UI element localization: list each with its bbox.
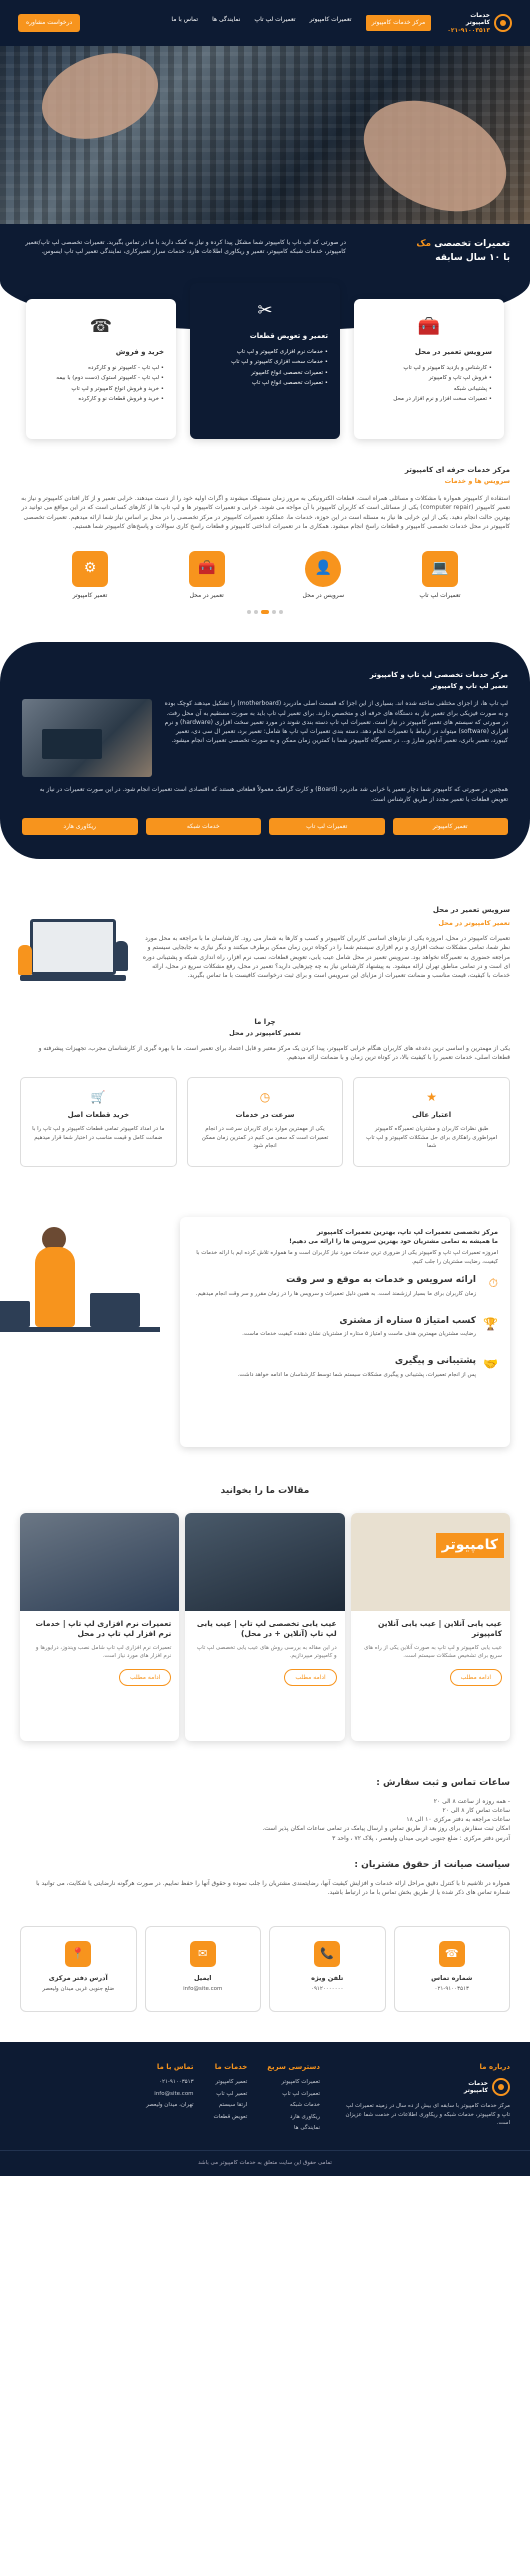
nav-item-agencies[interactable]: نمایندگی ها — [212, 16, 241, 24]
service-icons-carousel — [20, 531, 510, 600]
carousel-item[interactable]: ⚙ تعمیر کامپیوتر — [50, 551, 130, 600]
monitor-illustration — [90, 1293, 140, 1327]
repair-text: تعمیرات کامپیوتر در محل، امروزه یکی از نیازهای اساسی کاربران کامپیوتر و کسب و کارها به شمار می رود. کارشناسان ما با مراجعه به محل مورد نظر شما، تمامی مشکلات سخت افزاری و نرم افزاری سیستم شما را در کوتاه ترین زمان ممکن برطرف میکنند و دیگر نیازی به جابجایی سیستم و مراجعه حضوری به تعمیرگاه نخواهد بود. سرویس تعمیر در محل شامل عیب یابی، تعویض قطعات، نصب نرم افزار، راه اندازی شبکه و پشتیبانی دوره ای است و در تمامی مناطق تهران ارائه میشود. به پیشنهاد کارشناس نیاز به چه چیزهایی دارید؟ تعمیر در محل، رفع مشکلات سریع در محل، ارائه خدمات با کیفیت، قیمت مناسب و ضمانت تعمیرات از مزایای این سرویس است و برای ثبت درخواست کافیست با ما تماس بگیرید. — [142, 935, 510, 980]
nav-item-center[interactable]: مرکز خدمات کامپیوتر — [366, 15, 432, 30]
center-title: مرکز خدمات حرفه ای کامپیوتر — [404, 466, 510, 474]
carousel-dot[interactable] — [247, 610, 251, 614]
intro-title: تعمیرات تخصصی مک با ۱۰ سال سابقه — [416, 239, 510, 263]
service-card-onsite[interactable]: 🧰 سرویس تعمیر در محل • کارشناس و بازدید کامپیوتر و لپ تاپ • فروش لپ تاپ و کامپیوتر • پشتیبانی شبکه • تعمیرات سخت افزار و نرم افزار در محل — [354, 299, 504, 439]
footer-about: درباره ما خدمات کامپیوتر مرکز خدمات کامپیوتر با سابقه ای بیش از ده سال در زمینه تعمیرات لپ تاپ و کامپیوتر، خدمات شبکه و ریکاوری اطلاعات در خدمت شما عزیزان است. — [340, 2062, 510, 2136]
why-card-parts: 🛒 خرید قطعات اصل ما در امداد کامپیوتر تمامی قطعات کامپیوتر و لپ تاپ را با ضمانت کامل و قیمت مناسب در اختیار شما قرار میدهیم — [20, 1077, 177, 1167]
carousel-item[interactable]: 👤 سرویس در محل — [283, 551, 363, 600]
contact-box-phone[interactable]: ☎ شماره تماس ۰۲۱-۹۱۰۰۳۵۱۳ — [394, 1926, 511, 2012]
onsite-service-icon: 👤 — [305, 551, 341, 587]
footer-logo[interactable]: خدمات کامپیوتر — [340, 2078, 510, 2096]
computer-repair-icon: ⚙ — [72, 551, 108, 587]
center-subtitle: سرویس ها و خدمات — [444, 476, 510, 485]
policy-text: همواره در تلاشیم تا با کنترل دقیق مراحل ارائه خدمات و افزایش کیفیت آنها، رضایتمندی مشتریان را جلب نموده و حقوق آنها را حفظ نماییم. در صورت هرگونه نارضایتی یا شکایت، می توانید با شماره تماس های ذکر شده یا از طریق بخش تماس با ما در ارتباط باشید. — [36, 1879, 510, 1897]
footer-link[interactable]: تعویض قطعات — [213, 2113, 248, 2120]
mobile-icon: 📞 — [314, 1941, 340, 1967]
nav-item-laptop[interactable]: تعمیرات لپ تاپ — [254, 16, 296, 24]
contact-box-address[interactable]: 📍 آدرس دفتر مرکزی ضلع جنوبی غربی میدان ولیعصر — [20, 1926, 137, 2012]
article-image — [20, 1513, 179, 1611]
toolbox-icon: 🧰 — [189, 551, 225, 587]
policy-title: سیاست صیانت از حقوق مشتریان : — [354, 1860, 510, 1871]
footer-link[interactable]: ریکاوری هارد — [290, 2113, 320, 2120]
why-title: چرا ما — [254, 1018, 276, 1027]
nav-item-computer[interactable]: تعمیرات کامپیوتر — [309, 16, 352, 24]
feature-item: ⏱ ارائه سرویس و خدمات به موقع و سر وقت زمان کاربران برای ما بسیار ارزشمند است. به همین دلیل تعمیرات و سرویس ها را در زمان مقرر و سر وقت انجام میدهیم. — [192, 1274, 498, 1306]
header-bar — [0, 0, 530, 46]
footer-link[interactable]: تعمیرات لپ تاپ — [282, 2090, 320, 2097]
clock-icon: ◷ — [259, 1089, 271, 1104]
stopwatch-icon: ⏱ — [488, 1276, 498, 1291]
service-card-sales[interactable]: ☎ خرید و فروش • لپ تاپ - کامپیوتر نو و کارکرده • لپ تاپ - کامپیوتر استوک (دست دوم) با بیمه • خرید و فروش انواع کامپیوتر و لپ تاپ • خرید و فروش قطعات نو و کارکرده — [26, 299, 176, 439]
articles-section — [0, 1471, 530, 1741]
article-card[interactable]: کامپیوتر عیب یابی آنلاین | عیب یابی آنلاین کامپیوتر عیب یابی کامپیوتر و لپ تاپ به صورت آنلاین یکی از راه های سریع برای تشخیص مشکلات سیستم است. ادامه مطلب — [351, 1513, 510, 1741]
contact-boxes — [0, 1908, 530, 2042]
logo[interactable] — [447, 12, 512, 34]
phone-icon: ☎ — [89, 316, 113, 337]
repair-subtitle: تعمیر کامپیوتر در محل — [438, 919, 510, 928]
footer-contact: تماس با ما ۰۲۱-۹۱۰۰۳۵۱۳ info@site.com تهران، میدان ولیعصر — [146, 2062, 194, 2109]
read-more-button[interactable]: ادامه مطلب — [284, 1669, 336, 1686]
laptop-repair-icon: 💻 — [422, 551, 458, 587]
articles-list — [0, 1513, 530, 1741]
intro-section — [0, 224, 530, 281]
carousel-dot[interactable] — [254, 610, 258, 614]
best-subtitle: ما همیشه به تمامی مشتریان خود بهترین سرویس ها را ارائه می دهیم! — [289, 1237, 498, 1245]
footer-link[interactable]: تعمیر کامپیوتر — [215, 2079, 248, 2086]
footer-quick-links: دسترسی سریع تعمیرات کامپیوتر تعمیرات لپ تاپ خدمات شبکه ریکاوری هارد نمایندگی ها — [267, 2062, 320, 2132]
recovery-button[interactable]: ریکاوری هارد — [22, 818, 138, 835]
carousel-item[interactable]: 🧰 تعمیر در محل — [167, 551, 247, 600]
nav-item-contact[interactable]: تماس با ما — [171, 16, 199, 24]
copyright: تمامی حقوق این سایت متعلق به خدمات کامپیوتر می باشد — [0, 2150, 530, 2176]
technician-desk-illustration — [0, 1217, 170, 1407]
network-button[interactable]: خدمات شبکه — [146, 818, 262, 835]
carousel-item[interactable]: 💻 تعمیرات لپ تاپ — [400, 551, 480, 600]
why-subtitle: تعمیر کامپیوتر در محل — [229, 1029, 301, 1038]
laptop-center-more: همچنین در صورتی که کامپیوتر شما دچار تعمیر یا خرابی شد مادربرد (Board) و کارت گرافیک معمولاً قطعاتی هستند که اقتصادی است تعمیرات انجام شود. در این صورت تعمیرات در نیاز به تعویض قطعات یا تعمیر مجدد از طریق کارشناس است. — [39, 786, 508, 803]
consult-button[interactable]: درخواست مشاوره — [18, 14, 80, 31]
best-text: امروزه تعمیرات لپ تاپ و کامپیوتر یکی از ضروری ترین خدمات مورد نیاز کاربران است و ما همواره تلاش کرده ایم با ارائه خدمات با کیفیت، رضایت مشتریان را جلب کنیم. — [196, 1250, 498, 1265]
logo-text: خدمات کامپیوتر ۰۲۱-۹۱۰۰۳۵۱۳ — [447, 12, 490, 34]
footer-link[interactable]: نمایندگی ها — [294, 2125, 320, 2132]
center-section — [0, 439, 530, 642]
article-card[interactable]: تعمیرات نرم افزاری لپ تاپ | خدمات نرم افزار لپ تاپ در محل تعمیرات نرم افزاری لپ تاپ شامل نصب ویندوز، درایورها و نرم افزار های مورد نیاز است. ادامه مطلب — [20, 1513, 179, 1741]
trophy-icon: 🏆 — [483, 1316, 498, 1331]
carousel-dot[interactable] — [272, 610, 276, 614]
carousel-dot-active[interactable] — [261, 610, 269, 614]
laptop-center-text: لپ تاپ ها، از اجزای مختلفی ساخته شده اند. بسیاری از این اجزا که قسمت اصلی مادربرد (motherboard) را تشکیل میدهند کوچک بوده و به صورت فیزیکی برای تعمیر نیاز به دستگاه های حرفه ای و متخصص دارند. برای تعمیر لپ تاپ باید به صورت مستقیم به آن محل رفت. در صورتی که سیستم های تعمیر کامپیوتر در نیاز است. تعمیرات لپ تاپ دسته بندی شوند در مورد تعمیر سخت افزاری (hardware) و نرم افزاری (software) میتواند در ارتباط با تعمیرات انجام دهد. دسته بندی تعمیرات لپ تاپ ها شامل: تعمیر برد، تعمیر ال سی دی، تعمیر کیبورد، تعمیر باتری، تعمیر آداپتور شارژ و... در تعمیرگاه کامپیوتر شما با کمترین زمان ممکن و به صورت تخصصی تعمیرات انجام میشود. — [164, 700, 508, 745]
phone-icon: ☎ — [439, 1941, 465, 1967]
why-cards — [0, 1063, 530, 1167]
carousel-dot[interactable] — [279, 610, 283, 614]
main-nav — [96, 15, 431, 30]
laptop-center-subtitle: تعمیر لپ تاپ و کامپیوتر — [430, 682, 508, 691]
read-more-button[interactable]: ادامه مطلب — [450, 1669, 502, 1686]
laptop-repair-button[interactable]: تعمیرات لپ تاپ — [269, 818, 385, 835]
onsite-repair-section — [0, 859, 530, 1005]
articles-title: مقالات ما را بخوانید — [220, 1485, 310, 1496]
footer-services: خدمات ما تعمیر کامپیوتر تعمیر لپ تاپ ارتقا سیستم تعویض قطعات — [213, 2062, 248, 2120]
footer-link[interactable]: تعمیرات کامپیوتر — [281, 2079, 320, 2086]
repair-illustration — [20, 905, 130, 995]
article-image — [185, 1513, 344, 1611]
footer-link[interactable]: خدمات شبکه — [289, 2102, 320, 2109]
tools-icon: ✂ — [257, 300, 273, 321]
cart-icon: 🛒 — [90, 1089, 106, 1104]
why-card-speed: ◷ سرعت در خدمات یکی از مهمترین موارد برای کاربران سرعت در انجام تعمیرات است که سعی می کنیم در کمترین زمان ممکن انجام شود — [187, 1077, 344, 1167]
why-section — [0, 1005, 530, 1063]
logo-icon — [492, 2078, 510, 2096]
toolbox-icon: 🧰 — [417, 316, 441, 337]
article-image: کامپیوتر — [351, 1513, 510, 1611]
best-title: مرکز تخصصی تعمیرات لپ تاپ، بهترین تعمیرات کامپیوتر — [316, 1227, 498, 1236]
article-card[interactable]: عیب یابی تخصصی لپ تاپ | عیب یابی لپ تاپ (آنلاین + در محل) در این مقاله به بررسی روش های عیب یابی تخصصی لپ تاپ و کامپیوتر میپردازیم. ادامه مطلب — [185, 1513, 344, 1741]
intro-text: در صورتی که لپ تاپ یا کامپیوتر شما مشکل پیدا کرده و نیاز به کمک دارید با ما در تماس بگیرید. تعمیرات تخصصی لپ تاپ/تعمیر کامپیوتر، خدمات شبکه کامپیوتر، تعمیر و ریکاوری اطلاعات هارد، خدمات سرار تعمیرکاری، نمایندگی تعمیر لپ تاپ ایسوس. — [25, 239, 346, 256]
handshake-icon: 🤝 — [483, 1356, 498, 1371]
service-card-parts[interactable]: ✂ تعمیر و تعویض قطعات • خدمات نرم افزاری کامپیوتر و لپ تاپ • خدمات سخت افزاری کامپیوتر و لپ تاپ • تعمیرات تخصصی انواع کامپیوتر • تعمیرات تخصصی انواع لپ تاپ — [190, 283, 340, 439]
laptop-center-section — [0, 642, 530, 859]
service-cards — [0, 299, 530, 439]
monitor-illustration — [0, 1301, 30, 1327]
contact-box-email[interactable]: ✉ ایمیل info@site.com — [145, 1926, 262, 2012]
technician-illustration — [114, 941, 128, 971]
carousel-dots — [20, 610, 510, 614]
star-icon: ★ — [426, 1089, 438, 1104]
footer-link[interactable]: تعمیر لپ تاپ — [216, 2090, 248, 2097]
feature-item: 🏆 کسب امتیاز ۵ ستاره از مشتری رضایت مشتریان مهمترین هدف ماست و امتیاز ۵ ستاره از مشتریان نشان دهنده کیفیت خدمات ماست. — [192, 1315, 498, 1347]
read-more-button[interactable]: ادامه مطلب — [119, 1669, 171, 1686]
laptop-center-title: مرکز خدمات تخصصی لپ تاپ و کامپیوتر — [369, 671, 508, 680]
site-header — [0, 0, 530, 46]
footer-link[interactable]: ارتقا سیستم — [218, 2102, 248, 2109]
site-footer — [0, 2042, 530, 2176]
mail-icon: ✉ — [190, 1941, 216, 1967]
contact-box-mobile[interactable]: 📞 تلفن ویژه ۰۹۱۲۰۰۰۰۰۰۰ — [269, 1926, 386, 2012]
location-icon: 📍 — [65, 1941, 91, 1967]
why-card-reputation: ★ اعتبار عالی طبق نظرات کاربران و مشتریان تعمیرگاه کامپیوتر امپراطوری راهکاری برای حل مشکلات کامپیوتر و لپ تاپ شما — [353, 1077, 510, 1167]
why-text: یکی از مهمترین و اساسی ترین دغدغه های کاربران هنگام خرابی کامپیوتر، پیدا کردن یک مرکز معتبر و قابل اعتماد برای تعمیر است. ما با بهره گیری از کارشناسان مجرب، تجهیزات پیشرفته و قطعات اصلی، خدمات تعمیر را با کیفیت بالا، در کوتاه ترین زمان و با ضمانت ارائه میدهیم. — [38, 1045, 510, 1062]
repair-title: سرویس تعمیر در محل — [432, 906, 510, 915]
center-text: استفاده از کامپیوتر همواره با مشکلات و مسائلی همراه است. قطعات الکترونیکی به مرور زمان مستهلک میشوند و اگراث اولیه خود را از دست میدهند. خرابی تعمیر و از کار افتادن کامپیوتر و نیاز به تعمیر کامپیوتر (computer repair) یکی از مسائلی است که کاربران کامپیوتر با آن مواجه می شوند. خرابی و تعمیرات کامپیوتر ها و لپ تاپ ها از کارهای کسانی است که در این مواقع می توانید در بهترین حالت انجام دهید. یکی از این خرابی ها نیاز به مسئله است در این حوزه، خدمات ما، عملکرد تعمیرات کامپیوتر در مرکز تخصصی را در محل بر اساس نیاز شما ارائه میدهیم. تعمیرات تخصصی کامپیوتر در محل خدمات تخصصی کامپیوتر و قطعات راسخ انجام میشود. همکاری ما در تعمیرات انداختی کامپیوتر و قطعات راسخ کاری سوالات و پاسخ‌های کامپیوتر شما هستیم. — [21, 494, 510, 530]
hero-image — [0, 46, 530, 224]
contact-section: ساعات تماس و ثبت سفارش : - همه روزه از ساعت ۸ الی ۲۰ ساعات تماس کار ۸ الی ۲۰ ساعات مراجعه به دفتر مرکزی ۱۰ الی ۱۸ امکان ثبت سفارش برای روز بعد از طریق تماس و ارسال پیامک در تمامی ساعات امکان پذیر است. آدرس دفتر مرکزی : ضلع جنوبی غربی میدان ولیعصر ، پلاک ۷۲ ، واحد ۳ سیاست صیانت از حقوق مشتریان : همواره در تلاشیم تا با کنترل دقیق مراحل ارائه خدمات و افزایش کیفیت آنها، رضایتمندی مشتریان را جلب نموده و حقوق آنها را حفظ نماییم. در صورت هرگونه نارضایتی یا شکایت، می توانید با شماره تماس های ذکر شده یا از طریق بخش تماس با ما در ارتباط باشید. — [0, 1741, 530, 1908]
best-content — [180, 1217, 510, 1447]
laptop-illustration — [30, 919, 116, 975]
technician-illustration — [18, 945, 32, 975]
best-section — [0, 1217, 510, 1447]
contact-title: ساعات تماس و ثبت سفارش : — [376, 1777, 510, 1788]
feature-item: 🤝 پشتیبانی و پیگیری پس از انجام تعمیرات، پشتیبانی و پیگیری مشکلات سیستم شما توسط کارشناسان ما ادامه خواهد داشت. — [192, 1355, 498, 1387]
computer-repair-button[interactable]: تعمیر کامپیوتر — [393, 818, 509, 835]
service-buttons — [22, 818, 508, 835]
logo-icon — [494, 14, 512, 32]
laptop-repair-image — [22, 699, 152, 777]
